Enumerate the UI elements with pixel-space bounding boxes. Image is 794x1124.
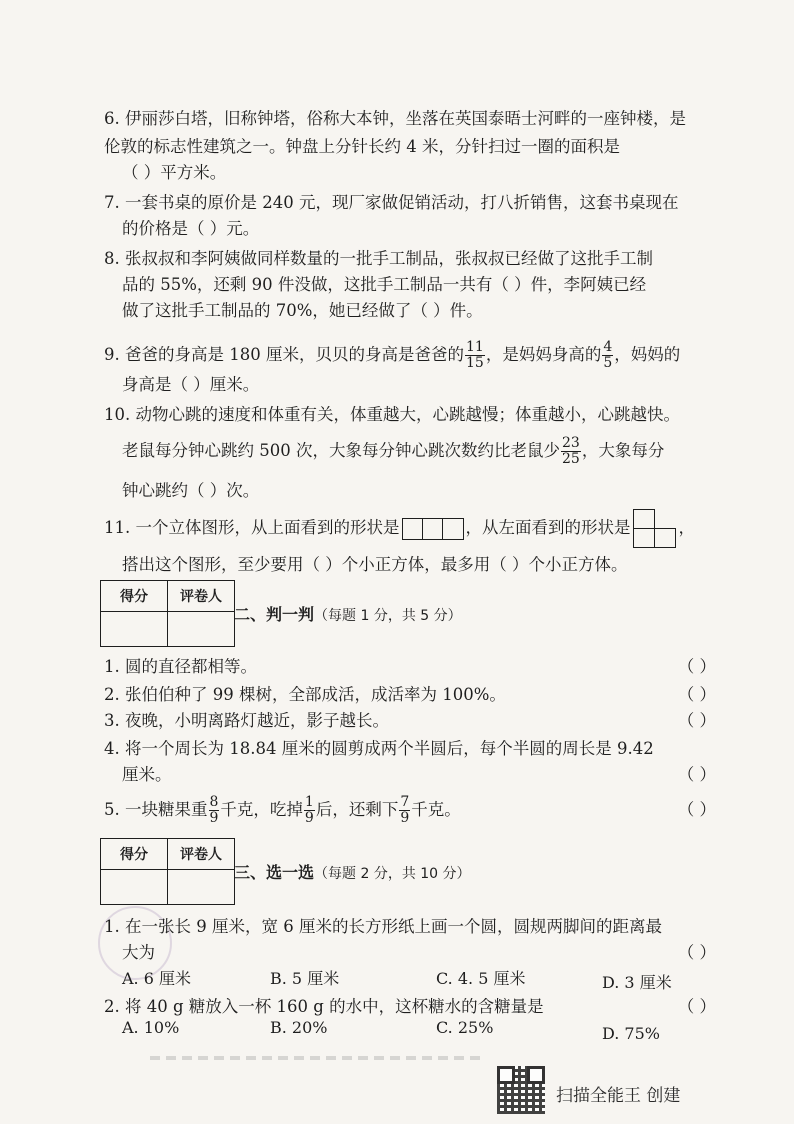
- judge-item-5: 5. 一块糖果重 $\frac{8}{9}$ 千克，吃掉 $\frac{1}{9}$ 后，还剩下 $\frac{7}{9}$ 千克。 （ ）: [104, 794, 716, 826]
- q6-line1: 6. 伊丽莎白塔，旧称钟塔，俗称大本钟，坐落在英国泰晤士河畔的一座钟楼，是: [104, 109, 686, 128]
- choice-1-option-a[interactable]: A. 6 厘米: [122, 969, 191, 988]
- left-view-grid-icon: [633, 509, 677, 549]
- q10-line1: 10. 动物心跳的速度和体重有关，体重越大，心跳越慢；体重越小，心跳越快。: [104, 405, 680, 424]
- choice-2-option-d[interactable]: D. 75%: [602, 1024, 660, 1043]
- q10-line3: 钟心跳约（ ）次。: [122, 481, 260, 500]
- q8-line1: 8. 张叔叔和李阿姨做同样数量的一批手工制品，张叔叔已经做了这批手工制: [104, 249, 653, 268]
- q9-text-a: 9. 爸爸的身高是 180 厘米，贝贝的身高是爸爸的: [104, 345, 464, 364]
- qr-code-icon: [497, 1066, 545, 1114]
- q10-line2: [122, 434, 742, 468]
- q9-text-b: ，是妈妈身高的: [485, 345, 602, 364]
- answer-paren[interactable]: （ ）: [677, 711, 716, 730]
- choice-2-option-c[interactable]: C. 25%: [436, 1018, 494, 1037]
- q11-line2: 搭出这个图形，至少要用（ ）个小正方体，最多用（ ）个小正方体。: [122, 555, 628, 574]
- score-table-section2: [100, 580, 235, 647]
- grader-cell[interactable]: [168, 870, 235, 905]
- q6-line3: （ ）平方米。: [122, 163, 227, 182]
- scanner-watermark: 扫描全能王 创建: [556, 1086, 681, 1106]
- q11-line1: [104, 508, 724, 549]
- q8-line3: 做了这批手工制品的 70%，她已经做了（ ）件。: [122, 301, 483, 320]
- judge-item-4-line1: 4. 将一个周长为 18.84 厘米的圆剪成两个半圆后，每个半圆的周长是 9.42: [104, 739, 654, 758]
- answer-paren[interactable]: （ ）: [677, 997, 716, 1016]
- q9-fraction-1: $\frac{11}{15}$: [465, 339, 484, 371]
- q7-line2: 的价格是（ ）元。: [122, 219, 260, 238]
- faint-footer-text: [150, 1056, 480, 1060]
- score-header: 得分: [101, 839, 168, 870]
- choice-1-option-c[interactable]: C. 4. 5 厘米: [436, 969, 526, 988]
- choice-1-line1: 1. 在一张长 9 厘米，宽 6 厘米的长方形纸上画一个圆，圆规两脚间的距离最: [104, 917, 662, 936]
- choice-1-option-b[interactable]: B. 5 厘米: [270, 969, 340, 988]
- answer-paren[interactable]: （ ）: [677, 800, 716, 819]
- grader-header: 评卷人: [168, 839, 235, 870]
- q9-text-c: ，妈妈的: [614, 345, 681, 364]
- score-table-section3: [100, 838, 235, 905]
- q10-text-a: 老鼠每分钟心跳约 500 次，大象每分钟心跳次数约比老鼠少: [122, 441, 560, 460]
- judge-item-2: 2. 张伯伯种了 99 棵树，全部成活，成活率为 100%。 （ ）: [104, 682, 724, 708]
- answer-paren[interactable]: （ ）: [677, 685, 716, 704]
- choice-2-line1: 2. 将 40 g 糖放入一杯 160 g 的水中，这杯糖水的含糖量是 （ ）: [104, 994, 724, 1020]
- j5-fraction-1: $\frac{8}{9}$: [209, 794, 219, 826]
- q6-line2: 伦敦的标志性建筑之一。钟盘上分针长约 4 米，分针扫过一圈的面积是: [104, 137, 620, 156]
- q8-line2: 品的 55%，还剩 90 件没做，这批手工制品一共有（ ）件，李阿姨已经: [122, 275, 647, 294]
- choice-2-option-a[interactable]: A. 10%: [122, 1018, 180, 1037]
- section2-title: 二、判一判（每题 1 分，共 5 分）: [234, 605, 462, 624]
- score-cell[interactable]: [101, 612, 168, 647]
- q11-text-a: 11. 一个立体图形，从上面看到的形状是: [104, 518, 400, 537]
- q7-line1: 7. 一套书桌的原价是 240 元，现厂家做促销活动，打八折销售，这套书桌现在: [104, 193, 679, 212]
- judge-item-4-line2: 厘米。 （ ）: [122, 762, 724, 788]
- answer-paren[interactable]: （ ）: [677, 943, 716, 962]
- score-header: 得分: [101, 581, 168, 612]
- q11-text-c: ，: [678, 518, 695, 537]
- q9-fraction-2: $\frac{4}{5}$: [603, 339, 613, 371]
- choice-2-option-b[interactable]: B. 20%: [270, 1018, 328, 1037]
- q11-text-b: ，从左面看到的形状是: [465, 518, 631, 537]
- judge-item-3: 3. 夜晚，小明离路灯越近，影子越长。 （ ）: [104, 708, 724, 734]
- choice-1-line2: 大为 （ ）: [122, 940, 724, 966]
- section3-title: 三、选一选（每题 2 分，共 10 分）: [234, 863, 471, 882]
- answer-paren[interactable]: （ ）: [677, 765, 716, 784]
- j5-fraction-2: $\frac{1}{9}$: [304, 794, 314, 826]
- top-view-grid-icon: [402, 518, 464, 540]
- grader-header: 评卷人: [168, 581, 235, 612]
- judge-item-1: 1. 圆的直径都相等。 （ ）: [104, 654, 724, 680]
- q10-fraction: $\frac{23}{25}$: [561, 435, 580, 467]
- score-cell[interactable]: [101, 870, 168, 905]
- grader-cell[interactable]: [168, 612, 235, 647]
- j5-fraction-3: $\frac{7}{9}$: [400, 794, 410, 826]
- q10-text-b: ，大象每分: [581, 441, 665, 460]
- q9-line2: 身高是（ ）厘米。: [122, 375, 260, 394]
- answer-paren[interactable]: （ ）: [677, 657, 716, 676]
- choice-1-option-d[interactable]: D. 3 厘米: [602, 973, 672, 992]
- q9-line1: [104, 338, 724, 372]
